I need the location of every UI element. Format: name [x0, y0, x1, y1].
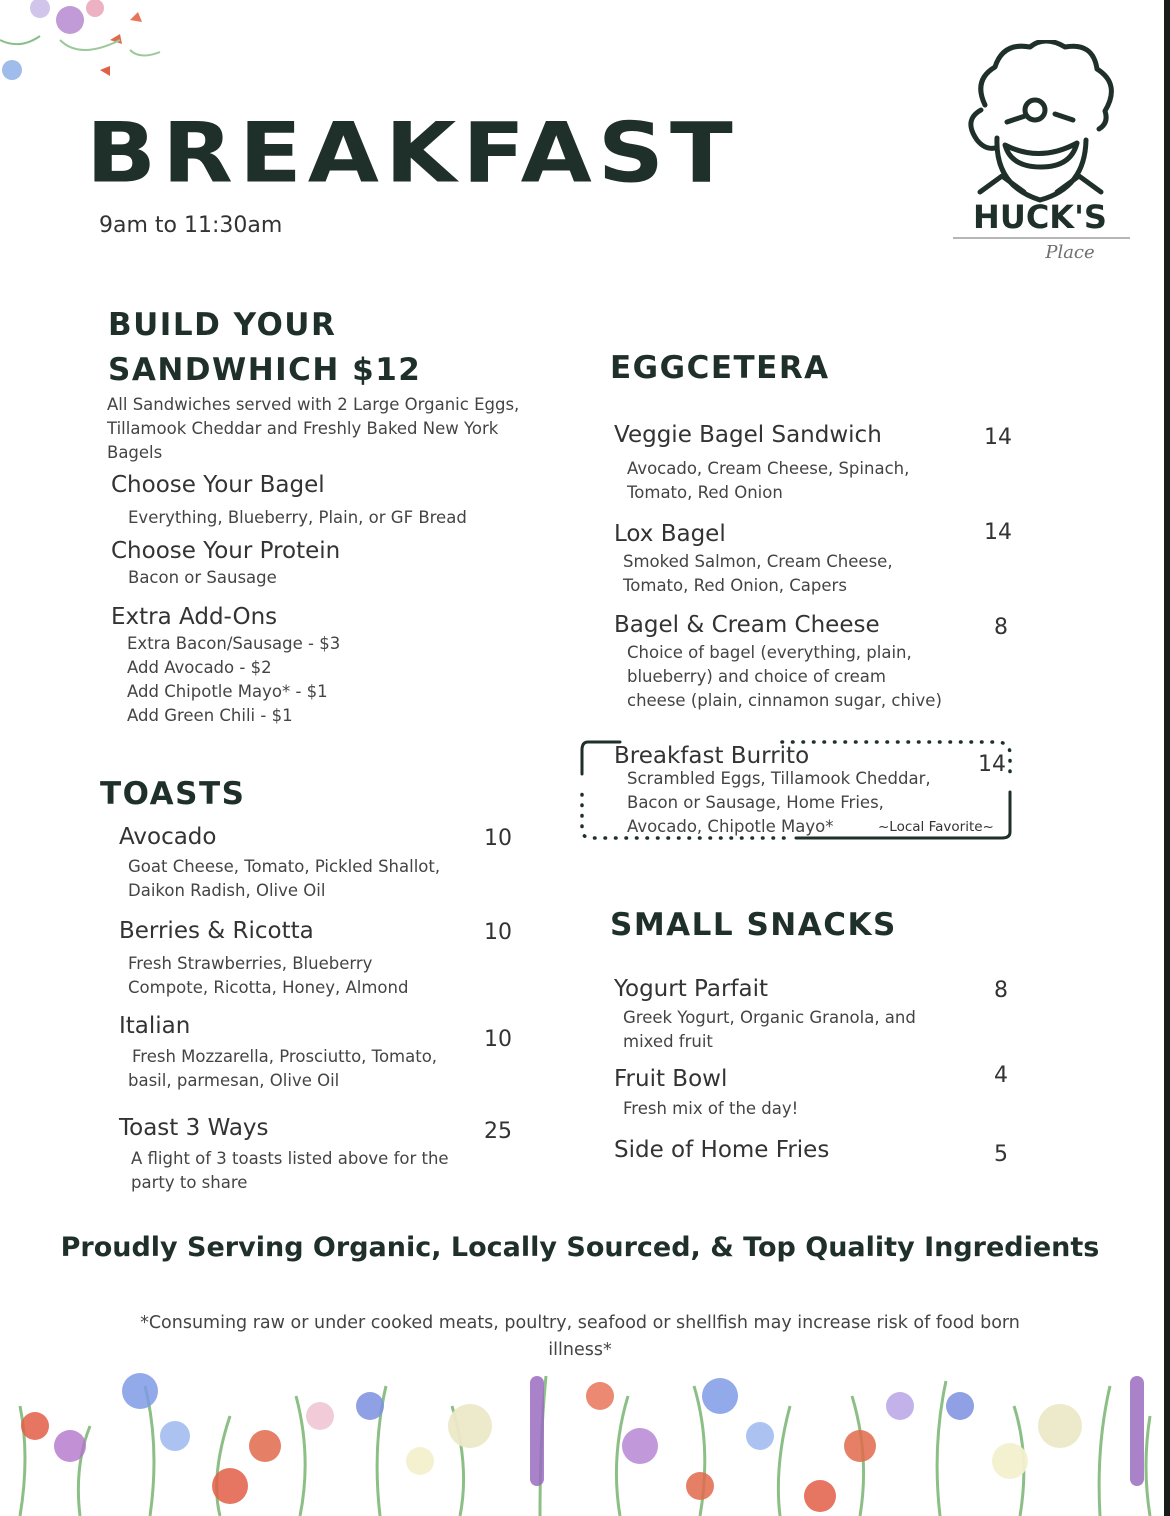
snack-item-price: 5	[994, 1142, 1008, 1167]
hucks-place-logo	[945, 40, 1135, 270]
eggcetera-item-description: Smoked Salmon, Cream Cheese, Tomato, Red Onion, Capers	[623, 552, 893, 595]
toast-item-description: Goat Cheese, Tomato, Pickled Shallot, Daikon Radish, Olive Oil	[128, 857, 441, 900]
sandwich-intro: All Sandwiches served with 2 Large Organic Eggs, Tillamook Cheddar and Freshly Baked New York Bagels	[107, 395, 520, 462]
snack-item-price: 4	[994, 1063, 1008, 1088]
sandwich-section-title-line2: SANDWHICH $12	[108, 352, 422, 388]
toast-item-description: A flight of 3 toasts listed above for the party to share	[131, 1149, 449, 1192]
eggcetera-item-description: Avocado, Cream Cheese, Spinach, Tomato, Red Onion	[627, 459, 910, 502]
eggcetera-item-name: Bagel & Cream Cheese	[614, 612, 880, 638]
eggcetera-item-price: 14	[978, 752, 1006, 777]
toast-item-price: 10	[484, 826, 512, 851]
protein-heading: Choose Your Protein	[111, 538, 341, 564]
snack-item-description: Fresh mix of the day!	[623, 1099, 799, 1118]
eggcetera-item-description: Scrambled Eggs, Tillamook Cheddar, Bacon or Sausage, Home Fries, Avocado, Chipotle Mayo*	[627, 769, 931, 836]
page-title: BREAKFAST	[86, 104, 739, 202]
logo-script: Place	[1045, 242, 1095, 263]
eggcetera-item-price: 14	[984, 520, 1012, 545]
corner-flowers-decoration	[0, 0, 170, 95]
addon-item: Add Green Chili - $1	[127, 706, 293, 725]
toast-item-description: Fresh Strawberries, Blueberry Compote, Ricotta, Honey, Almond	[128, 954, 409, 997]
logo-text: HUCK'S	[973, 198, 1107, 236]
service-hours: 9am to 11:30am	[99, 213, 283, 238]
snacks-section-title: SMALL SNACKS	[610, 907, 897, 943]
page-edge	[1164, 0, 1170, 1516]
addon-list	[127, 632, 340, 728]
addon-item: Extra Bacon/Sausage - $3	[127, 634, 341, 653]
toasts-section-title: TOASTS	[100, 776, 246, 812]
snack-item-description: Greek Yogurt, Organic Granola, and mixed fruit	[623, 1008, 916, 1051]
eggcetera-item-price: 8	[994, 615, 1008, 640]
addon-item: Add Avocado - $2	[127, 658, 272, 677]
wildflower-border-decoration	[0, 1366, 1164, 1516]
toast-item-price: 25	[484, 1119, 512, 1144]
addons-heading: Extra Add-Ons	[111, 604, 278, 630]
toast-item-name: Toast 3 Ways	[119, 1115, 269, 1141]
toast-item-name: Avocado	[119, 824, 217, 850]
toast-item-name: Italian	[119, 1013, 191, 1039]
toast-item-price: 10	[484, 1027, 512, 1052]
toast-item-price: 10	[484, 920, 512, 945]
addon-item: Add Chipotle Mayo* - $1	[127, 682, 328, 701]
eggcetera-item-name: Veggie Bagel Sandwich	[614, 422, 882, 448]
snack-item-name: Yogurt Parfait	[614, 976, 769, 1002]
toast-item-description: Fresh Mozzarella, Prosciutto, Tomato, basil, parmesan, Olive Oil	[128, 1047, 438, 1090]
toast-item-name: Berries & Ricotta	[119, 918, 314, 944]
bagel-heading: Choose Your Bagel	[111, 472, 325, 498]
eggcetera-section-title: EGGCETERA	[610, 350, 830, 386]
eggcetera-item-price: 14	[984, 425, 1012, 450]
protein-options: Bacon or Sausage	[128, 568, 277, 587]
sandwich-section-title-line1: BUILD YOUR	[108, 307, 337, 343]
eggcetera-item-description: Choice of bagel (everything, plain, blueberry) and choice of cream cheese (plain, cinnamon sugar, chive)	[627, 643, 942, 710]
eggcetera-item-name: Lox Bagel	[614, 521, 726, 547]
snack-item-name: Fruit Bowl	[614, 1066, 728, 1092]
eggcetera-item-name: Breakfast Burrito	[614, 743, 810, 769]
quality-tagline: Proudly Serving Organic, Locally Sourced, & Top Quality Ingredients	[60, 1232, 1100, 1263]
snack-item-name: Side of Home Fries	[614, 1137, 830, 1163]
snack-item-price: 8	[994, 978, 1008, 1003]
food-safety-disclaimer: *Consuming raw or under cooked meats, poultry, seafood or shellfish may increase risk of food born illness*	[140, 1313, 1020, 1360]
bagel-options: Everything, Blueberry, Plain, or GF Bread	[128, 508, 467, 527]
local-favorite-badge: ~Local Favorite~	[878, 819, 994, 835]
